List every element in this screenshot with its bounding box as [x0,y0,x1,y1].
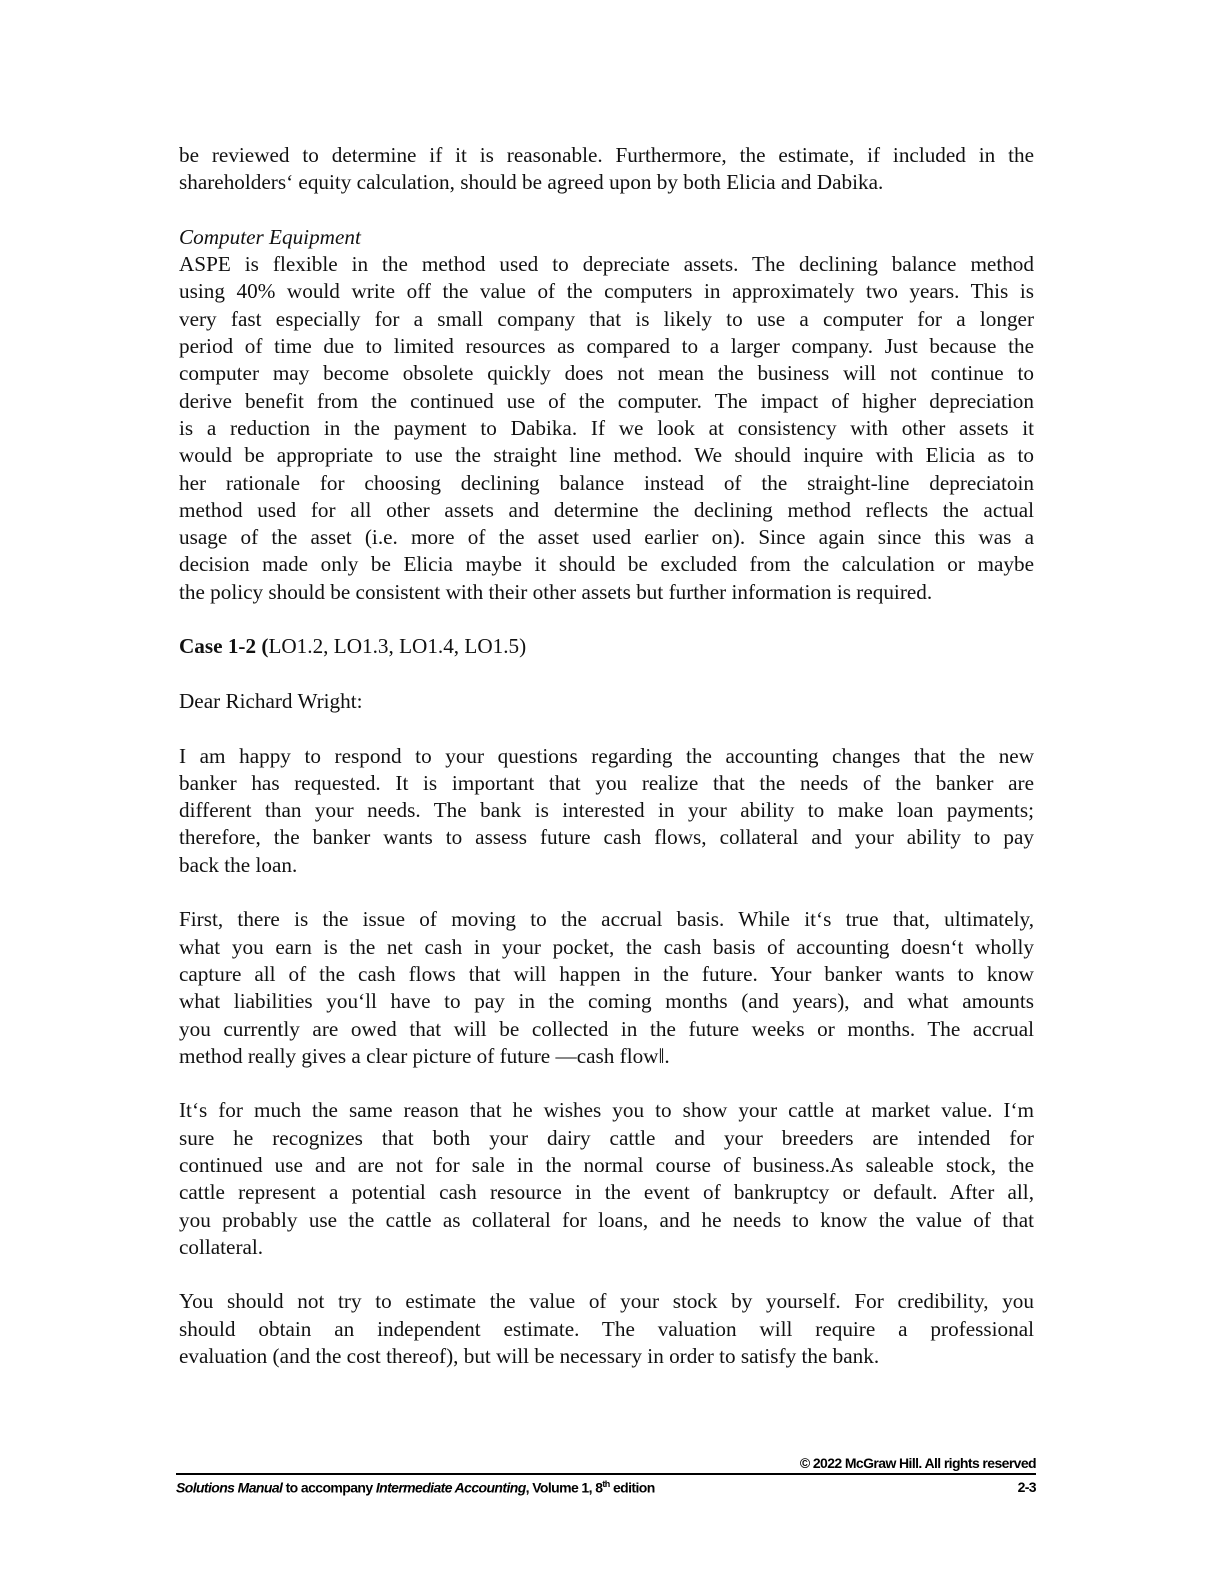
text-line: computer may become obsolete quickly does not mean the business will not continue to [179,361,1034,386]
text-line: First, there is the issue of moving to the accrual basis. While it‘s true that, ultimately, [179,907,1034,932]
paragraph [179,1097,1034,1261]
text-line: is a reduction in the payment to Dabika. If we look at consistency with other assets it [179,415,1034,440]
text-line: her rationale for choosing declining balance instead of the straight-line depreciatoin [179,470,1034,495]
text-line: cattle represent a potential cash resource in the event of bankruptcy or default. After all, [179,1180,1034,1205]
text-line: the policy should be consistent with their other assets but further information is required. [179,579,933,604]
text-line: therefore, the banker wants to assess future cash flows, collateral and your ability to pay [179,825,1034,850]
text-line: It‘s for much the same reason that he wishes you to show your cattle at market value. I‘m [179,1098,1034,1123]
text-line: shareholders‘ equity calculation, should be agreed upon by both Elicia and Dabika. [179,170,884,195]
paragraph [179,142,1034,197]
text-line: very fast especially for a small company that is likely to use a computer for a longer [179,306,1034,331]
text-line [179,633,1034,660]
text-line: capture all of the cash flows that will happen in the future. Your banker wants to know [179,961,1034,986]
footer-rule [176,1473,1036,1475]
paragraph [179,224,1034,606]
text-line: should obtain an independent estimate. The valuation will require a professional [179,1316,1034,1341]
footer-to-accompany: to accompany [282,1479,376,1496]
text-line: period of time due to limited resources as compared to a larger company. Just because the [179,334,1034,359]
case-title: Case 1-2 ( [179,634,269,659]
text-line: You should not try to estimate the value of your stock by yourself. For credibility, you [179,1289,1034,1314]
paragraph [179,743,1034,879]
text-line: method used for all other assets and determine the declining method reflects the actual [179,497,1034,522]
paragraph [179,633,1034,660]
text-line: sure he recognizes that both your dairy cattle and your breeders are intended for [179,1125,1034,1150]
text-line: you currently are owed that will be collected in the future weeks or months. The accrual [179,1016,1034,1041]
footer-edition: edition [609,1479,655,1496]
case-objectives: LO1.2, LO1.3, LO1.4, LO1.5) [268,634,527,659]
text-line: Dear Richard Wright: [179,688,363,713]
text-line: ASPE is flexible in the method used to depreciate assets. The declining balance method [179,252,1034,277]
footer-book-title: Intermediate Accounting [375,1479,526,1496]
text-line: you probably use the cattle as collateral for loans, and he needs to know the value of that [179,1207,1034,1232]
text-line: using 40% would write off the value of the computers in approximately two years. This is [179,279,1034,304]
text-line: what liabilities you‘ll have to pay in the coming months (and years), and what amounts [179,989,1034,1014]
footer-book-info [176,1479,655,1496]
paragraph [179,906,1034,1070]
text-line: would be appropriate to use the straight line method. We should inquire with Elicia as to [179,443,1034,468]
text-line: what you earn is the net cash in your pocket, the cash basis of accounting doesn‘t wholly [179,934,1034,959]
paragraph [179,688,1034,715]
footer-copyright: © 2022 McGraw Hill. All rights reserved [799,1455,1036,1471]
text-line: be reviewed to determine if it is reasonable. Furthermore, the estimate, if included in the [179,143,1034,167]
text-line: evaluation (and the cost thereof), but will be necessary in order to satisfy the bank. [179,1344,880,1369]
section-heading: Computer Equipment [179,224,361,249]
footer-volume: , Volume 1, 8 [525,1479,603,1496]
text-line: decision made only be Elicia maybe it should be excluded from the calculation or maybe [179,552,1034,577]
page-number: 2-3 [1017,1479,1036,1495]
text-line: banker has requested. It is important that you realize that the needs of the banker are [179,770,1034,795]
text-line: collateral. [179,1234,264,1259]
paragraph [179,1288,1034,1370]
text-line: method really gives a clear picture of future ―cash flow‖. [179,1043,670,1068]
text-line: I am happy to respond to your questions regarding the accounting changes that the new [179,743,1034,768]
text-line: different than your needs. The bank is interested in your ability to make loan payments; [179,798,1034,823]
footer-solutions-manual: Solutions Manual [176,1479,283,1496]
text-line: continued use and are not for sale in the normal course of business.As saleable stock, the [179,1152,1034,1177]
document-body [179,142,1034,1398]
text-line: derive benefit from the continued use of the computer. The impact of higher depreciation [179,388,1034,413]
footer-edition-sup: th [602,1479,610,1489]
text-line: back the loan. [179,852,298,877]
text-line: usage of the asset (i.e. more of the asset used earlier on). Since again since this was a [179,525,1034,550]
footer-line [176,1479,1036,1496]
